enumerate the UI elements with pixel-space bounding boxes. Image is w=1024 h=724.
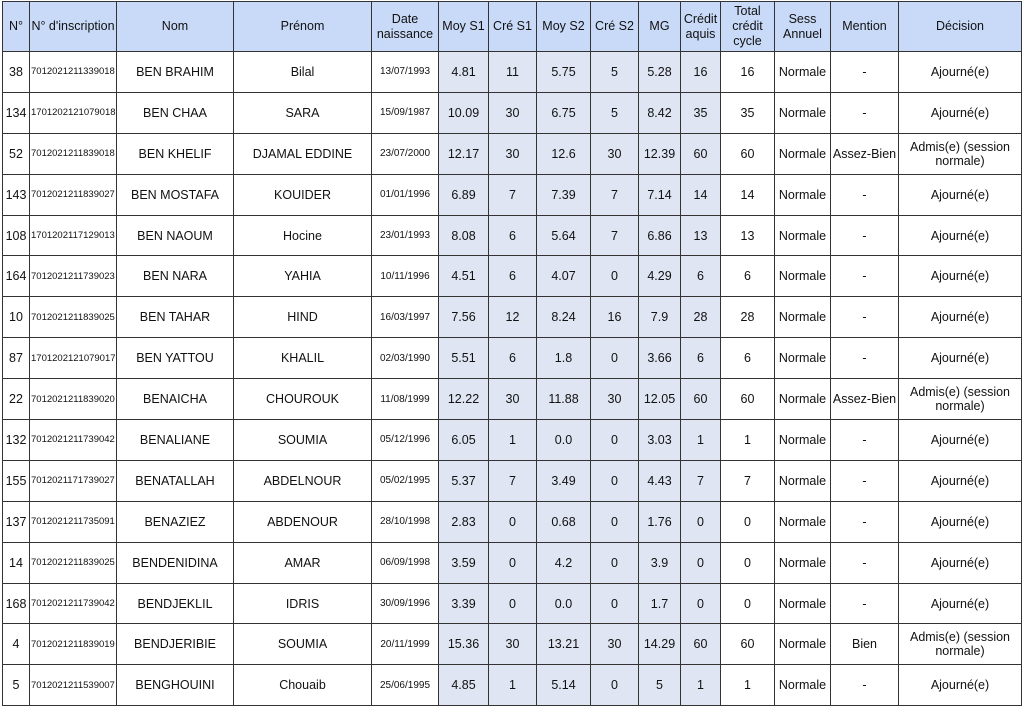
cell-prenom: ABDENOUR	[234, 501, 372, 542]
cell-inscription: 70120212113390​18	[30, 52, 117, 93]
cell-credit-aquis: 13	[681, 215, 721, 256]
table-row	[3, 501, 1022, 542]
header-credit-aquis: Crédit aquis	[681, 2, 721, 52]
cell-mention: Assez-Bien	[831, 133, 899, 174]
cell-date: 11/08/1999	[372, 379, 439, 420]
cell-sess: Normale	[775, 542, 831, 583]
cell-nom: BENATALLAH	[117, 460, 234, 501]
cell-moy-s2: 6.75	[537, 92, 591, 133]
cell-mention: -	[831, 92, 899, 133]
table-row	[3, 583, 1022, 624]
cell-date: 20/11/1999	[372, 624, 439, 665]
cell-credit-aquis: 60	[681, 624, 721, 665]
table-row	[3, 92, 1022, 133]
header-mg: MG	[639, 2, 681, 52]
cell-total-credit: 1	[721, 420, 775, 461]
cell-nom: BENDENIDINA	[117, 542, 234, 583]
cell-total-credit: 16	[721, 52, 775, 93]
cell-moy-s2: 0.0	[537, 420, 591, 461]
cell-prenom: ABDELNOUR	[234, 460, 372, 501]
cell-date: 25/06/1995	[372, 665, 439, 706]
cell-inscription: 1701202121079018	[30, 92, 117, 133]
cell-mention: -	[831, 338, 899, 379]
cell-decision: Ajourné(e)	[899, 583, 1022, 624]
cell-cre-s1: 6	[489, 215, 537, 256]
cell-cre-s2: 7	[591, 215, 639, 256]
cell-sess: Normale	[775, 297, 831, 338]
cell-date: 28/10/1998	[372, 501, 439, 542]
cell-decision: Ajourné(e)	[899, 665, 1022, 706]
cell-cre-s1: 0	[489, 583, 537, 624]
cell-moy-s2: 7.39	[537, 174, 591, 215]
cell-nom: BEN CHAA	[117, 92, 234, 133]
cell-num: 87	[3, 338, 30, 379]
cell-num: 22	[3, 379, 30, 420]
cell-sess: Normale	[775, 174, 831, 215]
cell-mg: 6.86	[639, 215, 681, 256]
cell-moy-s1: 15.36	[439, 624, 489, 665]
cell-total-credit: 1	[721, 665, 775, 706]
header-mention: Mention	[831, 2, 899, 52]
cell-num: 14	[3, 542, 30, 583]
cell-credit-aquis: 35	[681, 92, 721, 133]
cell-mg: 3.66	[639, 338, 681, 379]
cell-inscription: 7012021211739023	[30, 256, 117, 297]
cell-sess: Normale	[775, 256, 831, 297]
cell-cre-s1: 30	[489, 379, 537, 420]
header-sess: Sess Annuel	[775, 2, 831, 52]
cell-nom: BEN YATTOU	[117, 338, 234, 379]
cell-cre-s1: 0	[489, 542, 537, 583]
cell-inscription: 7012021211839027	[30, 174, 117, 215]
cell-moy-s2: 5.75	[537, 52, 591, 93]
cell-cre-s2: 5	[591, 92, 639, 133]
cell-sess: Normale	[775, 460, 831, 501]
cell-mg: 14.29	[639, 624, 681, 665]
cell-mention: -	[831, 215, 899, 256]
results-table	[2, 1, 1022, 706]
cell-cre-s2: 5	[591, 52, 639, 93]
table-row	[3, 460, 1022, 501]
cell-credit-aquis: 60	[681, 379, 721, 420]
cell-cre-s2: 0	[591, 542, 639, 583]
cell-credit-aquis: 60	[681, 133, 721, 174]
cell-inscription: 7012021211539007	[30, 665, 117, 706]
cell-cre-s1: 6	[489, 256, 537, 297]
cell-cre-s1: 1	[489, 665, 537, 706]
cell-decision: Ajourné(e)	[899, 92, 1022, 133]
table-row	[3, 338, 1022, 379]
cell-nom: BEN NAOUM	[117, 215, 234, 256]
cell-mg: 5.28	[639, 52, 681, 93]
cell-cre-s1: 30	[489, 133, 537, 174]
cell-cre-s1: 12	[489, 297, 537, 338]
table-row	[3, 174, 1022, 215]
cell-cre-s2: 30	[591, 133, 639, 174]
cell-cre-s2: 30	[591, 624, 639, 665]
cell-nom: BEN NARA	[117, 256, 234, 297]
cell-nom: BEN TAHAR	[117, 297, 234, 338]
cell-mention: -	[831, 256, 899, 297]
cell-prenom: CHOUROUK	[234, 379, 372, 420]
table-row	[3, 379, 1022, 420]
cell-total-credit: 28	[721, 297, 775, 338]
cell-credit-aquis: 16	[681, 52, 721, 93]
cell-moy-s2: 4.2	[537, 542, 591, 583]
cell-decision: Admis(e) (session normale)	[899, 133, 1022, 174]
cell-total-credit: 14	[721, 174, 775, 215]
cell-mg: 12.05	[639, 379, 681, 420]
cell-num: 132	[3, 420, 30, 461]
cell-inscription: 7012021211839025	[30, 297, 117, 338]
cell-sess: Normale	[775, 92, 831, 133]
cell-cre-s1: 7	[489, 460, 537, 501]
cell-moy-s1: 8.08	[439, 215, 489, 256]
table-row	[3, 256, 1022, 297]
cell-date: 06/09/1998	[372, 542, 439, 583]
cell-credit-aquis: 0	[681, 501, 721, 542]
cell-credit-aquis: 28	[681, 297, 721, 338]
cell-date: 02/03/1990	[372, 338, 439, 379]
cell-inscription: 7012021211839020	[30, 379, 117, 420]
cell-nom: BENDJEKLIL	[117, 583, 234, 624]
cell-decision: Ajourné(e)	[899, 256, 1022, 297]
cell-total-credit: 60	[721, 379, 775, 420]
cell-prenom: Hocine	[234, 215, 372, 256]
table-row	[3, 297, 1022, 338]
cell-credit-aquis: 6	[681, 338, 721, 379]
cell-mg: 8.42	[639, 92, 681, 133]
cell-moy-s1: 12.22	[439, 379, 489, 420]
cell-inscription: 7012021211735091	[30, 501, 117, 542]
cell-cre-s1: 1	[489, 420, 537, 461]
cell-inscription: 7012021211839018	[30, 133, 117, 174]
cell-moy-s2: 12.6	[537, 133, 591, 174]
cell-total-credit: 0	[721, 501, 775, 542]
header-inscription: N° d'inscription	[30, 2, 117, 52]
cell-nom: BENAICHA	[117, 379, 234, 420]
cell-decision: Admis(e) (session normale)	[899, 624, 1022, 665]
cell-cre-s2: 0	[591, 256, 639, 297]
cell-decision: Ajourné(e)	[899, 215, 1022, 256]
table-body	[3, 52, 1022, 706]
cell-cre-s1: 6	[489, 338, 537, 379]
cell-moy-s1: 5.51	[439, 338, 489, 379]
cell-moy-s1: 12.17	[439, 133, 489, 174]
cell-cre-s1: 11	[489, 52, 537, 93]
cell-mg: 7.9	[639, 297, 681, 338]
cell-mention: -	[831, 665, 899, 706]
cell-moy-s1: 6.89	[439, 174, 489, 215]
cell-num: 5	[3, 665, 30, 706]
cell-inscription: 1701202117129013	[30, 215, 117, 256]
cell-nom: BENAZIEZ	[117, 501, 234, 542]
cell-moy-s1: 6.05	[439, 420, 489, 461]
table-row	[3, 542, 1022, 583]
header-decision: Décision	[899, 2, 1022, 52]
cell-num: 164	[3, 256, 30, 297]
cell-prenom: YAHIA	[234, 256, 372, 297]
cell-mg: 5	[639, 665, 681, 706]
cell-prenom: Chouaib	[234, 665, 372, 706]
cell-moy-s2: 13.21	[537, 624, 591, 665]
cell-total-credit: 35	[721, 92, 775, 133]
cell-decision: Ajourné(e)	[899, 501, 1022, 542]
cell-total-credit: 0	[721, 542, 775, 583]
cell-inscription: 7012021211839025	[30, 542, 117, 583]
cell-cre-s1: 7	[489, 174, 537, 215]
cell-inscription: 7012021211739042	[30, 420, 117, 461]
cell-credit-aquis: 6	[681, 256, 721, 297]
cell-num: 155	[3, 460, 30, 501]
header-moy-s2: Moy S2	[537, 2, 591, 52]
cell-cre-s2: 0	[591, 460, 639, 501]
cell-num: 143	[3, 174, 30, 215]
header-num: N°	[3, 2, 30, 52]
header-nom: Nom	[117, 2, 234, 52]
cell-date: 15/09/1987	[372, 92, 439, 133]
cell-prenom: HIND	[234, 297, 372, 338]
cell-mg: 4.29	[639, 256, 681, 297]
cell-sess: Normale	[775, 665, 831, 706]
cell-inscription: 1701202121079017	[30, 338, 117, 379]
header-row	[3, 2, 1022, 52]
cell-mention: Assez-Bien	[831, 379, 899, 420]
cell-moy-s2: 5.14	[537, 665, 591, 706]
cell-date: 30/09/1996	[372, 583, 439, 624]
cell-decision: Ajourné(e)	[899, 297, 1022, 338]
cell-date: 23/07/2000	[372, 133, 439, 174]
cell-total-credit: 13	[721, 215, 775, 256]
cell-cre-s2: 0	[591, 583, 639, 624]
cell-num: 108	[3, 215, 30, 256]
cell-credit-aquis: 0	[681, 542, 721, 583]
cell-mg: 1.7	[639, 583, 681, 624]
cell-cre-s2: 30	[591, 379, 639, 420]
cell-cre-s2: 7	[591, 174, 639, 215]
cell-credit-aquis: 7	[681, 460, 721, 501]
cell-prenom: IDRIS	[234, 583, 372, 624]
cell-moy-s1: 4.81	[439, 52, 489, 93]
cell-cre-s1: 30	[489, 92, 537, 133]
cell-cre-s2: 16	[591, 297, 639, 338]
cell-decision: Ajourné(e)	[899, 52, 1022, 93]
table-row	[3, 133, 1022, 174]
cell-total-credit: 7	[721, 460, 775, 501]
cell-cre-s1: 0	[489, 501, 537, 542]
cell-nom: BEN BRAHIM	[117, 52, 234, 93]
cell-total-credit: 0	[721, 583, 775, 624]
cell-moy-s1: 4.85	[439, 665, 489, 706]
cell-prenom: SARA	[234, 92, 372, 133]
cell-sess: Normale	[775, 501, 831, 542]
cell-nom: BEN MOSTAFA	[117, 174, 234, 215]
cell-prenom: AMAR	[234, 542, 372, 583]
cell-mg: 12.39	[639, 133, 681, 174]
cell-sess: Normale	[775, 379, 831, 420]
cell-credit-aquis: 14	[681, 174, 721, 215]
cell-date: 05/02/1995	[372, 460, 439, 501]
cell-mg: 3.03	[639, 420, 681, 461]
cell-moy-s1: 7.56	[439, 297, 489, 338]
cell-num: 52	[3, 133, 30, 174]
cell-decision: Ajourné(e)	[899, 542, 1022, 583]
cell-decision: Ajourné(e)	[899, 460, 1022, 501]
cell-credit-aquis: 0	[681, 583, 721, 624]
cell-date: 05/12/1996	[372, 420, 439, 461]
cell-date: 13/07/1993	[372, 52, 439, 93]
cell-moy-s2: 5.64	[537, 215, 591, 256]
cell-mention: -	[831, 174, 899, 215]
cell-mg: 1.76	[639, 501, 681, 542]
cell-cre-s2: 0	[591, 338, 639, 379]
cell-prenom: KHALIL	[234, 338, 372, 379]
cell-moy-s2: 1.8	[537, 338, 591, 379]
cell-mg: 3.9	[639, 542, 681, 583]
cell-nom: BENGHOUINI	[117, 665, 234, 706]
cell-sess: Normale	[775, 338, 831, 379]
cell-credit-aquis: 1	[681, 665, 721, 706]
cell-moy-s1: 10.09	[439, 92, 489, 133]
cell-nom: BENDJERIBIE	[117, 624, 234, 665]
cell-num: 168	[3, 583, 30, 624]
cell-decision: Ajourné(e)	[899, 420, 1022, 461]
cell-total-credit: 6	[721, 338, 775, 379]
cell-sess: Normale	[775, 133, 831, 174]
cell-inscription: 7012021171739027	[30, 460, 117, 501]
cell-prenom: SOUMIA	[234, 624, 372, 665]
cell-prenom: KOUIDER	[234, 174, 372, 215]
cell-cre-s2: 0	[591, 665, 639, 706]
cell-moy-s2: 8.24	[537, 297, 591, 338]
cell-mg: 7.14	[639, 174, 681, 215]
cell-nom: BENALIANE	[117, 420, 234, 461]
cell-prenom: Bilal	[234, 52, 372, 93]
cell-total-credit: 6	[721, 256, 775, 297]
cell-prenom: DJAMAL EDDINE	[234, 133, 372, 174]
cell-nom: BEN KHELIF	[117, 133, 234, 174]
table-row	[3, 420, 1022, 461]
cell-moy-s2: 11.88	[537, 379, 591, 420]
cell-decision: Ajourné(e)	[899, 174, 1022, 215]
cell-mg: 4.43	[639, 460, 681, 501]
cell-total-credit: 60	[721, 133, 775, 174]
cell-decision: Admis(e) (session normale)	[899, 379, 1022, 420]
header-cre-s2: Cré S2	[591, 2, 639, 52]
cell-mention: -	[831, 297, 899, 338]
table-row	[3, 52, 1022, 93]
cell-credit-aquis: 1	[681, 420, 721, 461]
cell-moy-s1: 2.83	[439, 501, 489, 542]
cell-moy-s2: 4.07	[537, 256, 591, 297]
cell-cre-s2: 0	[591, 420, 639, 461]
cell-num: 38	[3, 52, 30, 93]
table-row	[3, 215, 1022, 256]
cell-mention: -	[831, 542, 899, 583]
header-moy-s1: Moy S1	[439, 2, 489, 52]
cell-mention: -	[831, 420, 899, 461]
table-row	[3, 624, 1022, 665]
cell-moy-s1: 3.59	[439, 542, 489, 583]
cell-date: 23/01/1993	[372, 215, 439, 256]
cell-num: 137	[3, 501, 30, 542]
cell-date: 10/11/1996	[372, 256, 439, 297]
cell-moy-s2: 3.49	[537, 460, 591, 501]
cell-cre-s1: 30	[489, 624, 537, 665]
cell-date: 16/03/1997	[372, 297, 439, 338]
cell-date: 01/01/1996	[372, 174, 439, 215]
table-row	[3, 665, 1022, 706]
cell-inscription: 7012021211739042	[30, 583, 117, 624]
cell-sess: Normale	[775, 52, 831, 93]
cell-num: 4	[3, 624, 30, 665]
header-total-credit: Total crédit cycle	[721, 2, 775, 52]
cell-inscription: 7012021211839019	[30, 624, 117, 665]
cell-sess: Normale	[775, 583, 831, 624]
header-prenom: Prénom	[234, 2, 372, 52]
header-date: Date naissance	[372, 2, 439, 52]
cell-moy-s2: 0.0	[537, 583, 591, 624]
cell-moy-s1: 4.51	[439, 256, 489, 297]
cell-num: 134	[3, 92, 30, 133]
header-cre-s1: Cré S1	[489, 2, 537, 52]
cell-sess: Normale	[775, 624, 831, 665]
cell-prenom: SOUMIA	[234, 420, 372, 461]
cell-sess: Normale	[775, 215, 831, 256]
cell-decision: Ajourné(e)	[899, 338, 1022, 379]
cell-mention: -	[831, 52, 899, 93]
cell-cre-s2: 0	[591, 501, 639, 542]
cell-sess: Normale	[775, 420, 831, 461]
cell-moy-s1: 5.37	[439, 460, 489, 501]
cell-mention: -	[831, 583, 899, 624]
cell-moy-s2: 0.68	[537, 501, 591, 542]
cell-mention: Bien	[831, 624, 899, 665]
cell-total-credit: 60	[721, 624, 775, 665]
cell-num: 10	[3, 297, 30, 338]
cell-mention: -	[831, 460, 899, 501]
cell-mention: -	[831, 501, 899, 542]
cell-moy-s1: 3.39	[439, 583, 489, 624]
